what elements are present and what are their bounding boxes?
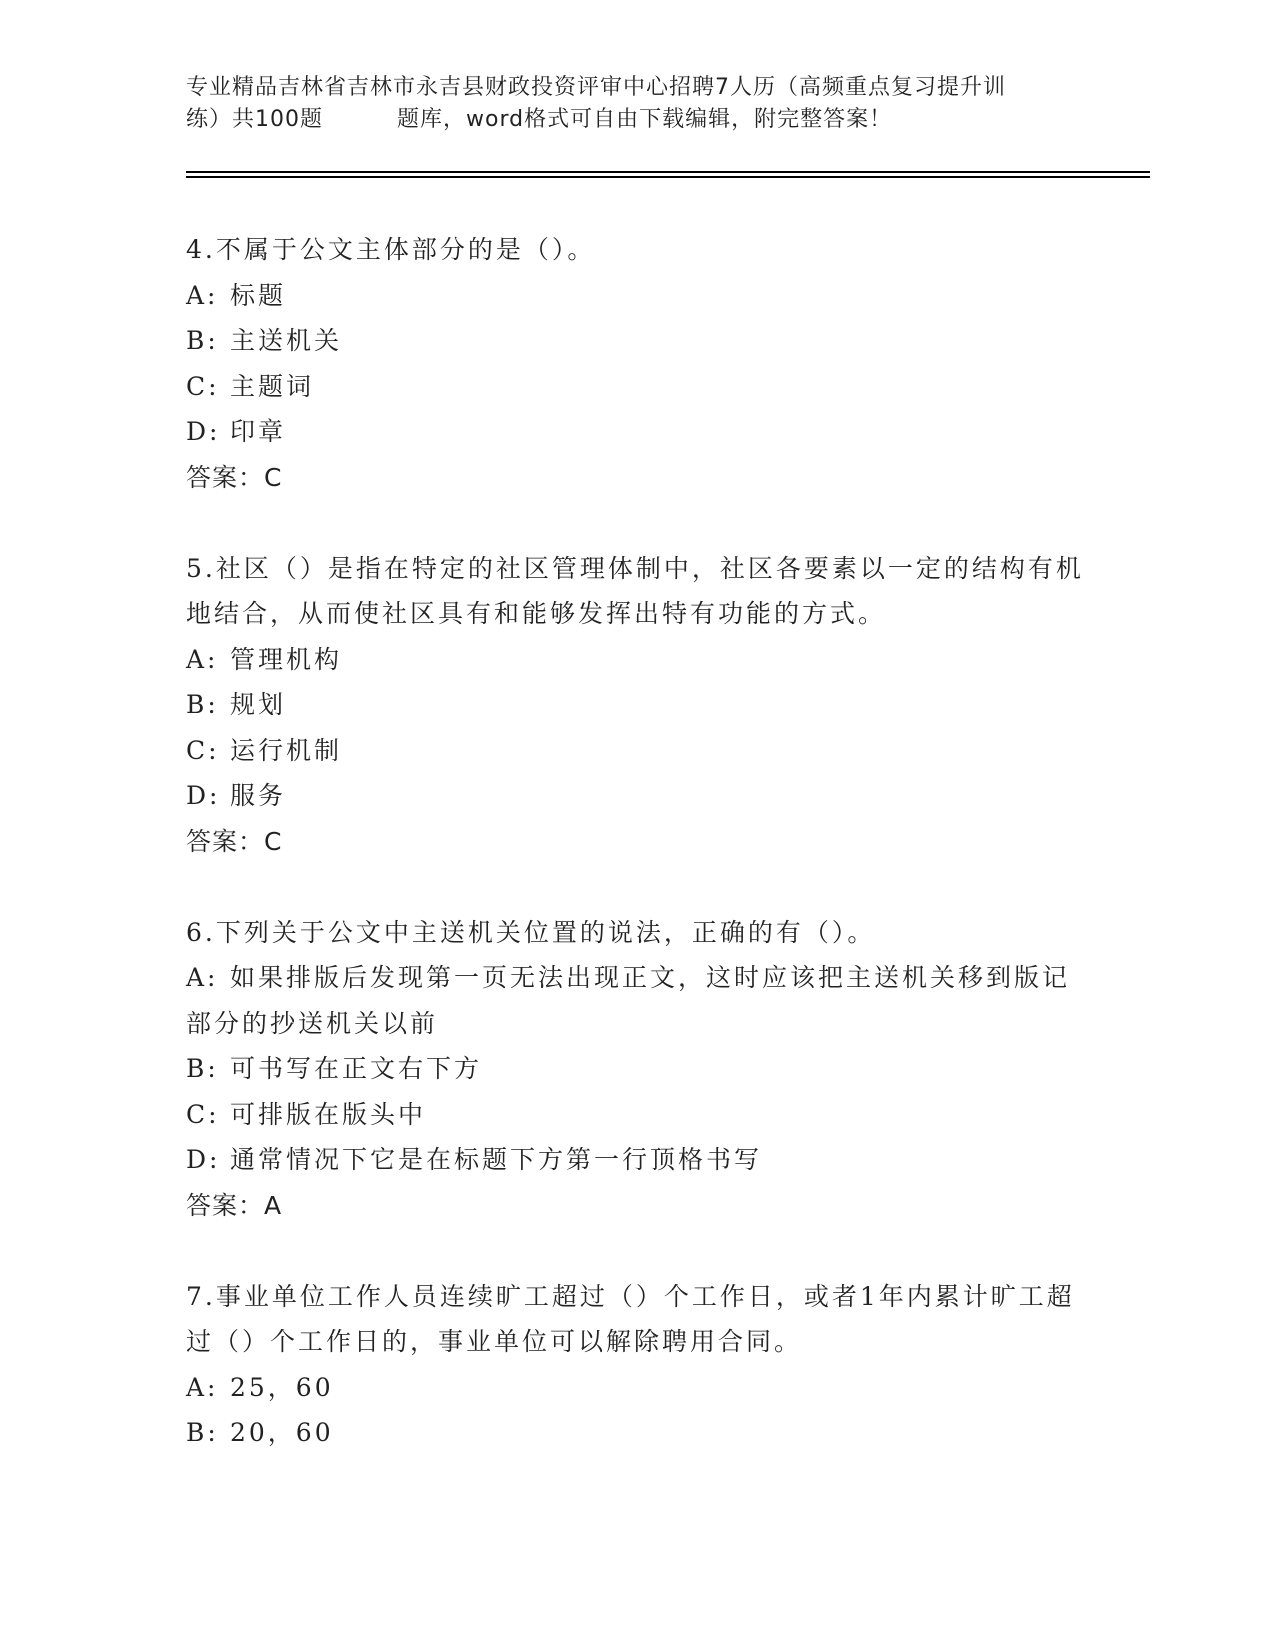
option-text: 印章 [230,417,287,446]
answer-line: 答案：C [186,462,283,492]
header-divider-top [186,171,1150,173]
option-text: 运行机制 [230,735,343,765]
option-letter: B: [186,690,219,719]
option-letter: D: [186,1145,221,1174]
option-letter: A: [186,963,219,992]
option-letter: D: [186,417,221,446]
answer-line: 答案：C [186,826,283,856]
option-text: 标题 [230,280,287,310]
option-text: 主送机关 [230,326,343,355]
option-letter: A: [186,280,219,310]
option-text: 如果排版后发现第一页无法出现正文，这时应该把主送机关移到版记部分的抄送机关以前 [186,963,1071,1038]
option-d [186,1137,1086,1183]
header-line-2-part-1: 练）共100题 [186,107,323,132]
option-a [186,1365,1086,1411]
document-header [186,72,1086,136]
option-d [186,409,1086,455]
option-text: 服务 [230,781,287,810]
question-6 [186,910,1086,1229]
header-divider-bottom [186,176,1150,178]
option-a [186,637,1086,683]
option-text: 规划 [230,690,287,719]
option-a [186,273,1086,319]
option-c [186,1092,1086,1138]
option-text: 可书写在正文右下方 [230,1054,483,1083]
option-letter: C: [186,371,220,401]
option-letter: B: [186,326,219,355]
option-letter: A: [186,1372,219,1402]
option-letter: C: [186,735,220,765]
question-4 [186,227,1086,500]
option-text: 可排版在版头中 [230,1099,427,1129]
option-b [186,318,1086,364]
option-letter: A: [186,644,219,674]
option-letter: B: [186,1418,219,1447]
header-line-2-part-2: 题库，word格式可自由下载编辑，附完整答案！ [397,107,893,132]
option-c [186,364,1086,410]
option-letter: D: [186,781,221,810]
question-stem: 5.社区（）是指在特定的社区管理体制中，社区各要素以一定的结构有机地结合，从而使社区具有和能够发挥出特有功能的方式。 [186,553,1084,628]
question-7 [186,1274,1086,1456]
question-5 [186,546,1086,865]
question-stem: 4.不属于公文主体部分的是（）。 [186,235,596,264]
question-list [186,227,1086,1456]
option-letter: B: [186,1054,219,1083]
question-stem: 7.事业单位工作人员连续旷工超过（）个工作日，或者1年内累计旷工超过（）个工作日的，事业单位可以解除聘用合同。 [186,1281,1075,1356]
option-d [186,773,1086,819]
option-b [186,682,1086,728]
option-text: 25，60 [230,1372,334,1402]
question-stem: 6.下列关于公文中主送机关位置的说法，正确的有（）。 [186,917,876,947]
option-b [186,1410,1086,1456]
option-text: 通常情况下它是在标题下方第一行顶格书写 [230,1145,763,1174]
option-text: 主题词 [230,371,315,401]
option-c [186,728,1086,774]
option-b [186,1046,1086,1092]
header-line-2 [186,104,1086,136]
option-a [186,955,1086,1046]
option-letter: C: [186,1099,220,1129]
option-text: 20，60 [230,1418,334,1447]
option-text: 管理机构 [230,644,343,674]
answer-line: 答案：A [186,1190,283,1220]
header-line-1: 专业精品吉林省吉林市永吉县财政投资评审中心招聘7人历（高频重点复习提升训 [186,75,1006,100]
